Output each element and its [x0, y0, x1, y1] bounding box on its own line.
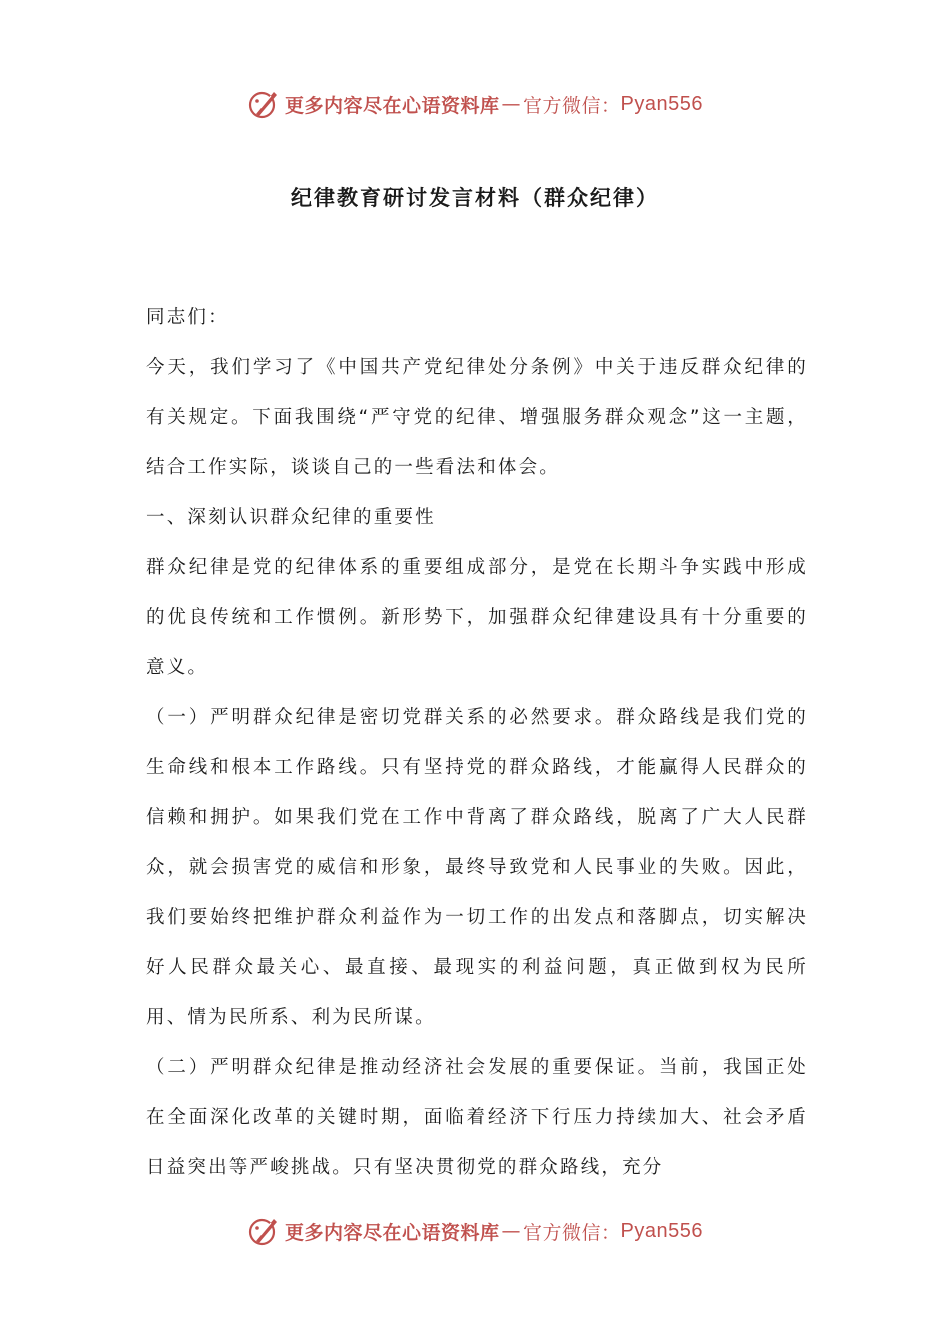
watermark-separator: —: [501, 93, 522, 115]
section-heading: 一、深刻认识群众纪律的重要性: [146, 507, 436, 528]
quill-logo-icon: [247, 87, 281, 121]
body-paragraph: （二）严明群众纪律是推动经济社会发展的重要保证。当前，我国正处在全面深化改革的关键时期，面临着经济下行压力持续加大、社会矛盾日益突出等严峻挑战。只有坚决贯彻党的群众路线，充分: [146, 1057, 808, 1178]
document-body: [146, 293, 808, 1193]
watermark-wechat-label: 官方微信：: [523, 1221, 621, 1244]
watermark-brand-text: 更多内容尽在心语资料库: [285, 94, 500, 117]
quill-logo-icon: [247, 1214, 281, 1248]
watermark-wechat-label: 官方微信：: [523, 94, 621, 117]
body-paragraph: （一）严明群众纪律是密切党群关系的必然要求。群众路线是我们党的生命线和根本工作路线。只有坚持党的群众路线，才能赢得人民群众的信赖和拥护。如果我们党在工作中背离了群众路线，脱离了广大人民群众，就会损害党的威信和形象，最终导致党和人民事业的失败。因此，我们要始终把维护群众利益作为一切工作的出发点和落脚点，切实解决好人民群众最关心、最直接、最现实的利益问题，真正做到权为民所用、情为民所系、利为民所谋。: [146, 707, 808, 1028]
document-title: 纪律教育研讨发言材料（群众纪律）: [291, 186, 659, 210]
footer-watermark-banner: [0, 1211, 950, 1251]
watermark-wechat-id: Pyan556: [620, 92, 703, 115]
watermark-wechat-id: Pyan556: [620, 1219, 703, 1242]
watermark-brand-text: 更多内容尽在心语资料库: [285, 1221, 500, 1244]
watermark-separator: —: [501, 1220, 522, 1242]
intro-paragraph: 今天，我们学习了《中国共产党纪律处分条例》中关于违反群众纪律的有关规定。下面我围绕“严守党的纪律、增强服务群众观念”这一主题，结合工作实际，谈谈自己的一些看法和体会。: [146, 357, 808, 478]
header-watermark-banner: [0, 84, 950, 124]
salutation-paragraph: 同志们：: [146, 307, 229, 328]
body-paragraph: 群众纪律是党的纪律体系的重要组成部分，是党在长期斗争实践中形成的优良传统和工作惯例。新形势下，加强群众纪律建设具有十分重要的意义。: [146, 557, 808, 678]
